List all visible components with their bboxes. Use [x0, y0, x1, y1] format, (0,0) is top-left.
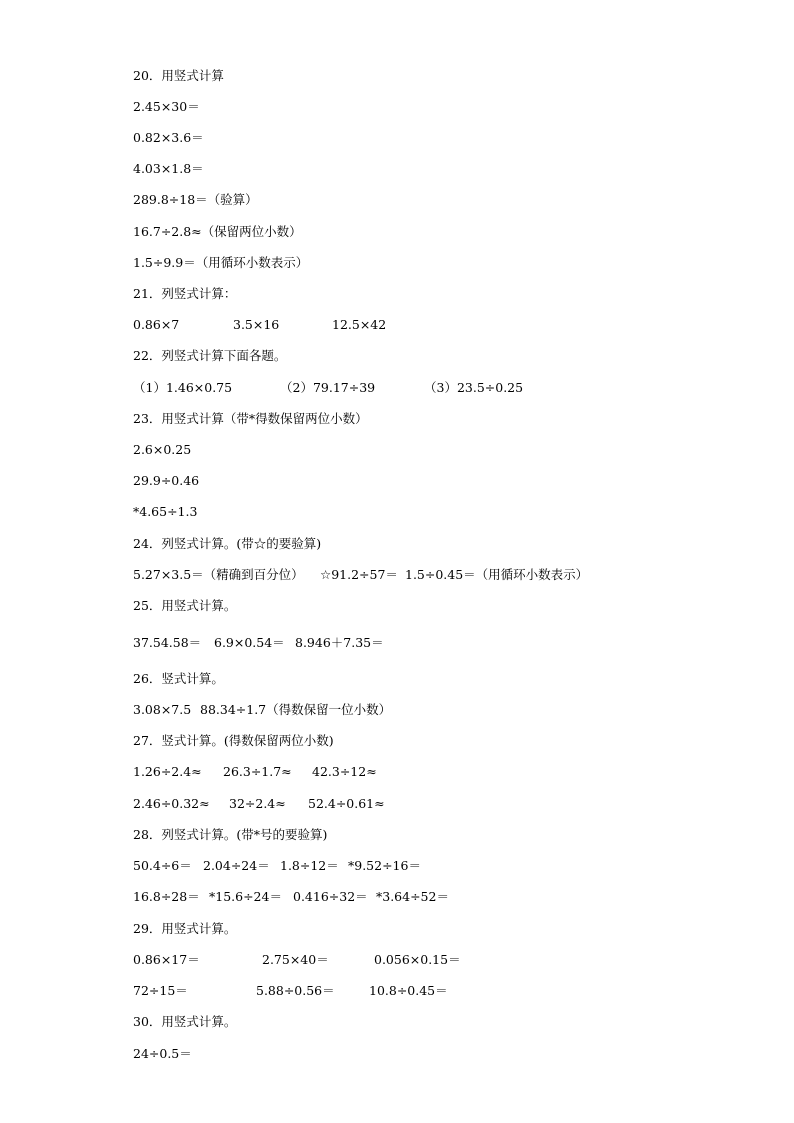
q29-item: 5.88÷0.56＝	[256, 983, 335, 998]
question-26-title: 26．竖式计算。	[133, 671, 224, 686]
q22-item-3: （3）23.5÷0.25	[424, 380, 524, 395]
q22-item-1: （1）1.46×0.75	[133, 380, 233, 395]
q25-item-1: 37.54.58＝	[133, 635, 202, 650]
q28-item: 2.04÷24＝	[203, 858, 270, 873]
q28-item: 50.4÷6＝	[133, 858, 192, 873]
q28-item: 0.416÷32＝	[293, 889, 368, 904]
q28-item: *3.64÷52＝	[376, 889, 449, 904]
q21-item-1: 0.86×7	[133, 317, 180, 332]
q24-item-1: 5.27×3.5＝（精确到百分位）	[133, 567, 304, 582]
q20-item-5: 16.7÷2.8≈（保留两位小数）	[133, 224, 302, 239]
q20-item-3: 4.03×1.8＝	[133, 161, 204, 176]
question-21-title: 21．列竖式计算：	[133, 286, 237, 301]
q28-item: *15.6÷24＝	[209, 889, 282, 904]
q27-item: 52.4÷0.61≈	[308, 796, 385, 811]
q30-item-1: 24÷0.5＝	[133, 1046, 192, 1061]
question-28-title: 28．列竖式计算。(带*号的要验算)	[133, 827, 328, 842]
q26-item-1: 3.08×7.5	[133, 702, 192, 717]
q22-item-2: （2）79.17÷39	[280, 380, 376, 395]
question-22-title: 22．列竖式计算下面各题。	[133, 348, 287, 363]
question-25-title: 25．用竖式计算。	[133, 598, 237, 613]
q20-item-6: 1.5÷9.9＝（用循环小数表示）	[133, 255, 309, 270]
q29-item: 0.86×17＝	[133, 952, 200, 967]
question-29-title: 29．用竖式计算。	[133, 921, 237, 936]
question-30-title: 30．用竖式计算。	[133, 1014, 237, 1029]
q24-item-3: 1.5÷0.45＝（用循环小数表示）	[405, 567, 589, 582]
question-20-title: 20．用竖式计算	[133, 68, 224, 83]
q21-item-3: 12.5×42	[332, 317, 387, 332]
q23-item-1: 2.6×0.25	[133, 442, 192, 457]
q27-item: 1.26÷2.4≈	[133, 764, 202, 779]
q29-item: 10.8÷0.45＝	[369, 983, 448, 998]
q24-item-2: ☆91.2÷57＝	[320, 567, 398, 582]
q23-item-3: *4.65÷1.3	[133, 504, 198, 519]
q27-item: 2.46÷0.32≈	[133, 796, 210, 811]
q20-item-4: 289.8÷18＝（验算）	[133, 192, 258, 207]
question-27-title: 27．竖式计算。(得数保留两位小数)	[133, 733, 334, 748]
q27-item: 26.3÷1.7≈	[223, 764, 292, 779]
q20-item-2: 0.82×3.6＝	[133, 130, 204, 145]
question-24-title: 24．列竖式计算。(带☆的要验算)	[133, 536, 322, 551]
q28-item: *9.52÷16＝	[348, 858, 421, 873]
q27-item: 42.3÷12≈	[312, 764, 377, 779]
q29-item: 2.75×40＝	[262, 952, 329, 967]
q25-item-2: 6.9×0.54＝	[214, 635, 285, 650]
q27-item: 32÷2.4≈	[229, 796, 286, 811]
q26-item-2: 88.34÷1.7（得数保留一位小数）	[200, 702, 392, 717]
q28-item: 1.8÷12＝	[280, 858, 339, 873]
q29-item: 0.056×0.15＝	[374, 952, 461, 967]
q28-item: 16.8÷28＝	[133, 889, 200, 904]
q25-item-3: 8.946＋7.35＝	[295, 635, 384, 650]
question-23-title: 23．用竖式计算（带*得数保留两位小数）	[133, 411, 368, 426]
q21-item-2: 3.5×16	[233, 317, 280, 332]
q29-item: 72÷15＝	[133, 983, 188, 998]
q23-item-2: 29.9÷0.46	[133, 473, 200, 488]
q20-item-1: 2.45×30＝	[133, 99, 200, 114]
